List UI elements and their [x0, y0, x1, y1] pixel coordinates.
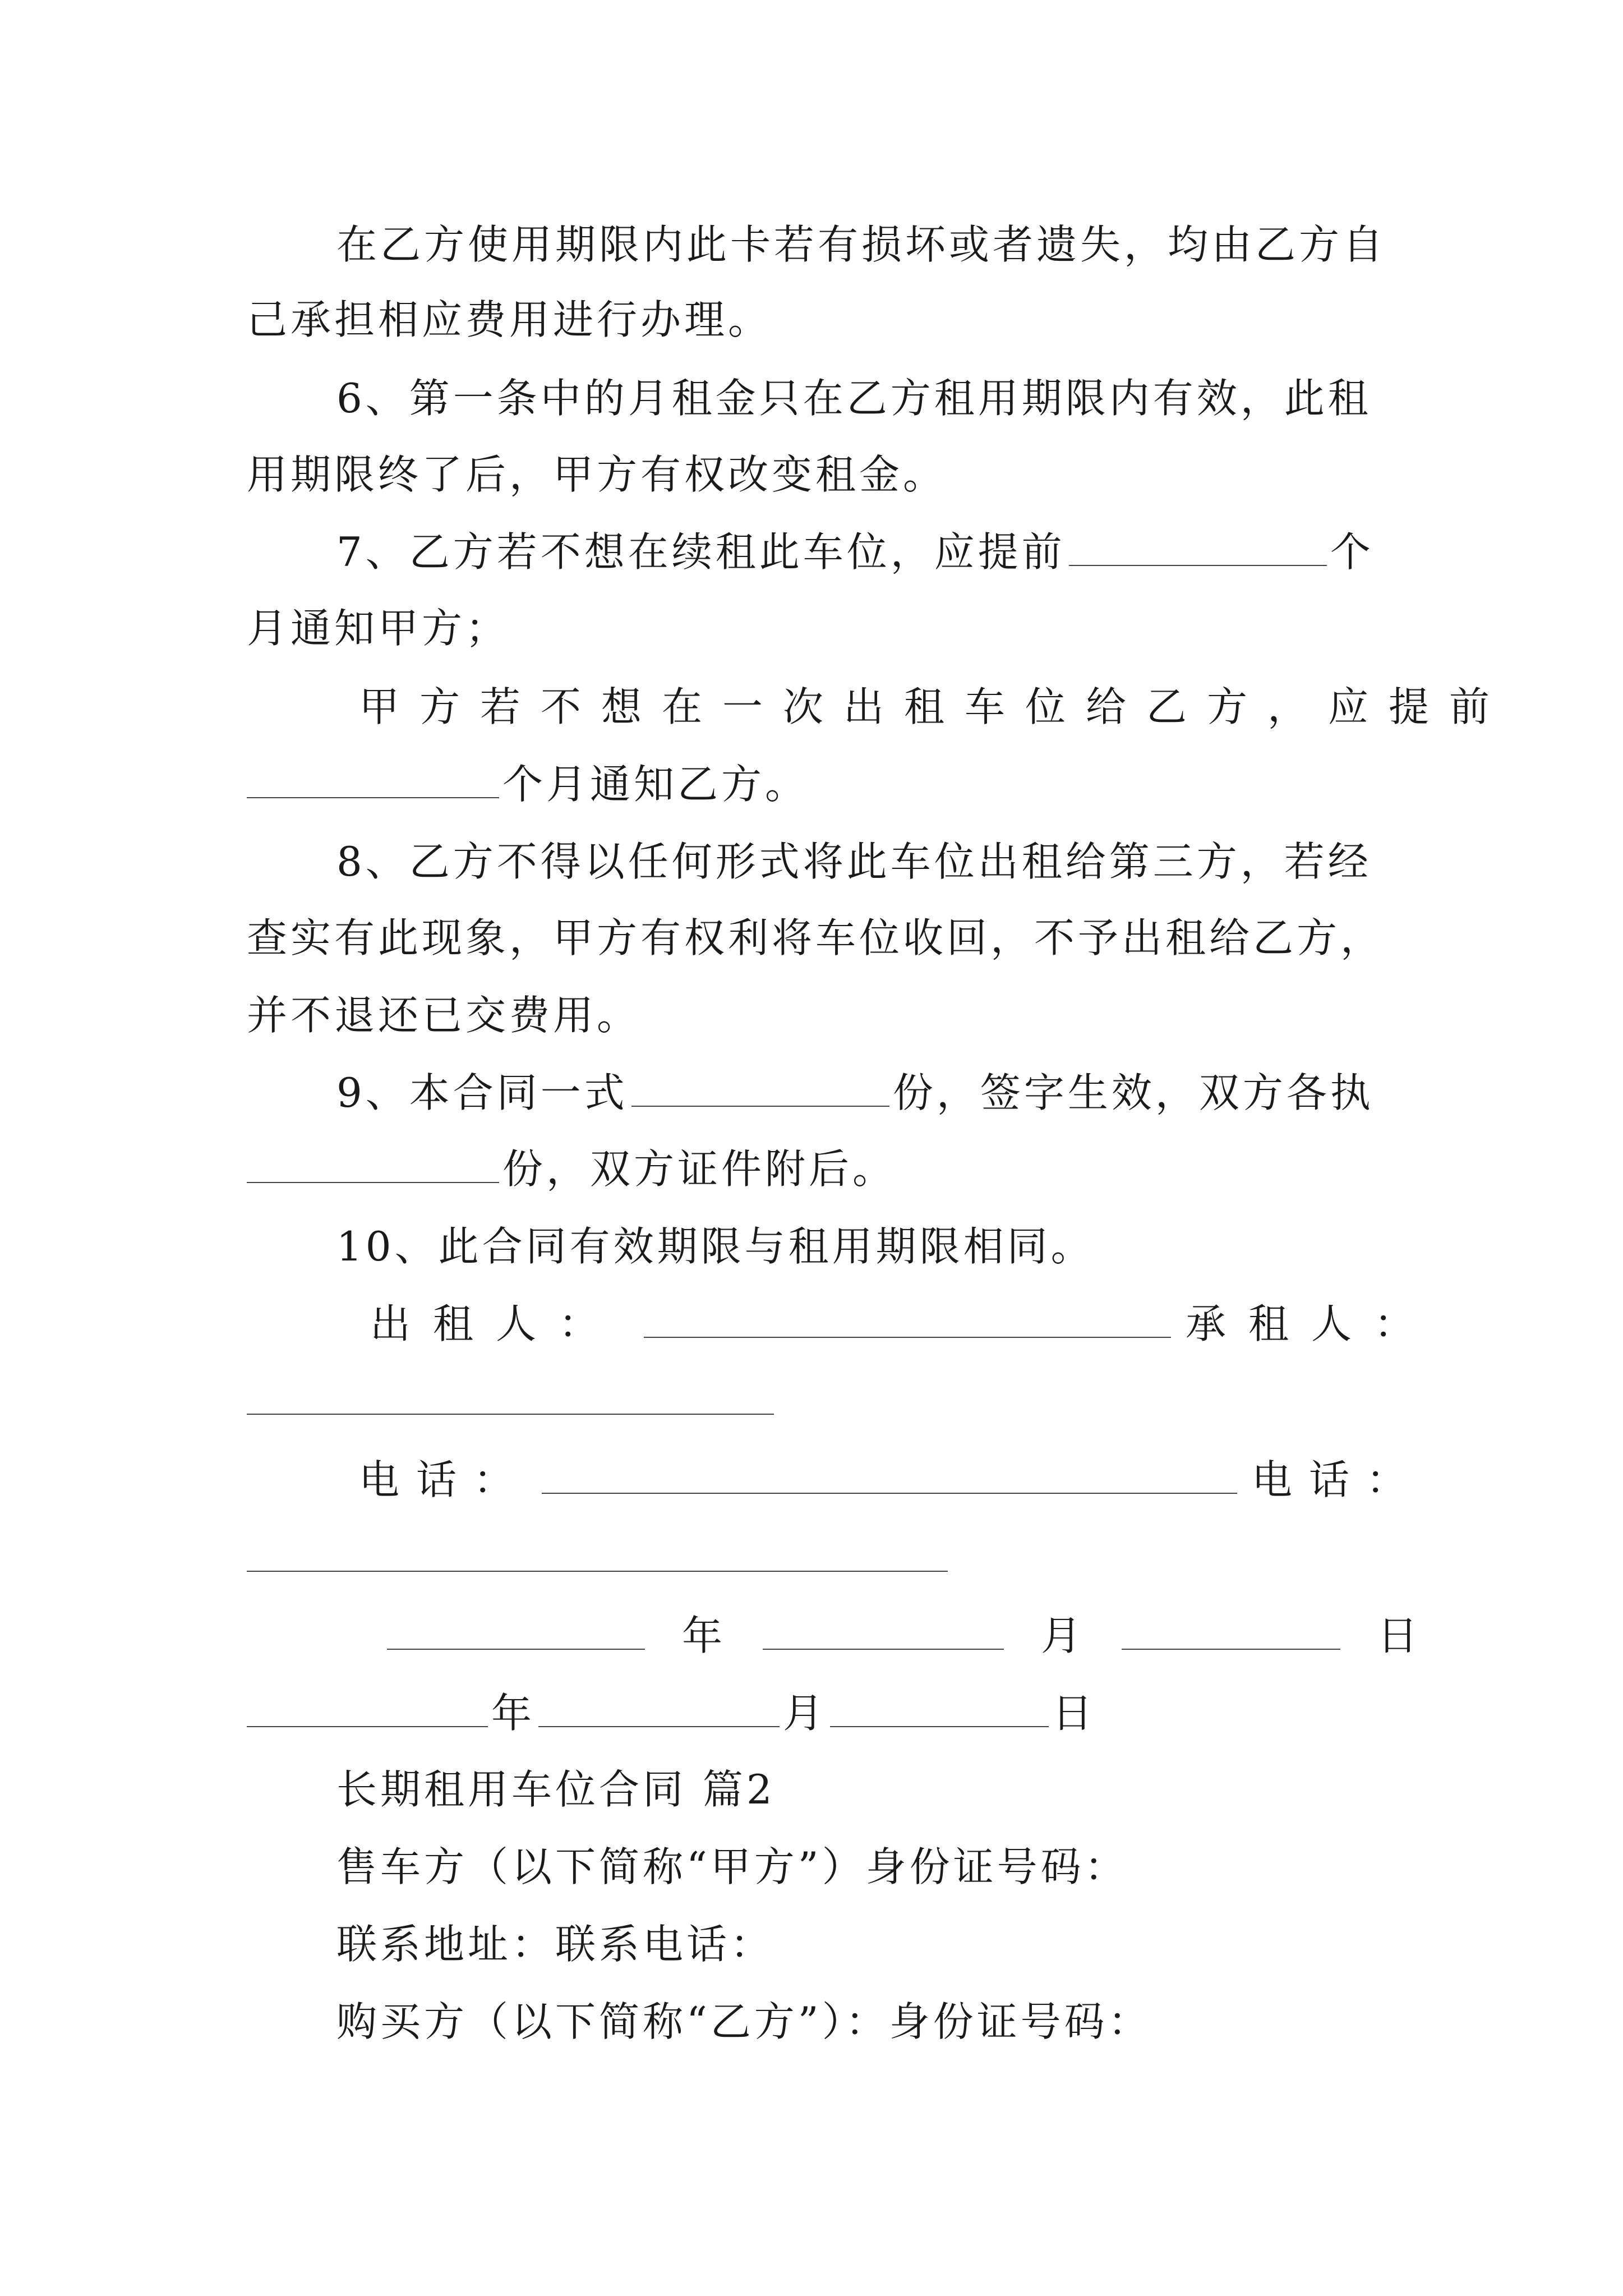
day-label: 日 [1052, 1690, 1096, 1737]
phone-blank-2 [247, 1571, 948, 1572]
blank-field [631, 1066, 889, 1107]
spaced-text: 甲方若不想在一次出租车位给乙方，应提前 [359, 683, 1510, 730]
paragraph-line: 己承担相应费用进行办理。 [247, 296, 772, 343]
blank-field [247, 758, 499, 798]
lessor-label: 出租人： [370, 1300, 622, 1347]
paragraph-line: 8、乙方不得以任何形式将此车位出租给第三方，若经 [336, 838, 1372, 885]
phone-row [359, 1452, 1424, 1508]
paragraph-line: 6、第一条中的月租金只在乙方租用期限内有效，此租 [336, 375, 1372, 422]
phone-label-1: 电话： [359, 1456, 531, 1503]
month-blank [763, 1609, 1004, 1650]
buyer-line: 购买方（以下简称“乙方”）：身份证号码： [336, 1998, 1152, 2045]
day-blank [1122, 1609, 1340, 1650]
lessee-label: 承租人： [1186, 1300, 1437, 1347]
clause-9-second-line [247, 1141, 1391, 1197]
clause-7-second-line [247, 756, 1391, 812]
month-blank [538, 1687, 780, 1727]
seller-line: 售车方（以下简称“甲方”）身份证号码： [336, 1843, 1128, 1890]
year-blank [387, 1609, 645, 1650]
paragraph-line: 月通知甲方； [247, 605, 510, 652]
clause-9-second-text: 份，双方证件附后。 [502, 1145, 897, 1193]
lessee-blank [247, 1414, 774, 1415]
blank-field [1069, 526, 1327, 566]
paragraph-line: 查实有此现象，甲方有权利将车位收回，不予出租给乙方， [247, 914, 1385, 961]
clause-7-text: 7、乙方若不想在续租此车位，应提前 [336, 528, 1066, 576]
paragraph-line: 并不退还已交费用。 [247, 992, 641, 1039]
year-blank [247, 1687, 488, 1727]
clause-7-unit: 个 [1330, 528, 1374, 576]
signature-row [370, 1296, 1437, 1352]
clause-7-line [336, 524, 1391, 580]
year-label: 年 [491, 1690, 536, 1737]
date-row-1 [387, 1608, 1422, 1664]
clause-7-second-text: 个月通知乙方。 [502, 761, 809, 808]
clause-7-party-a-line [359, 679, 1510, 735]
clause-9-text-2: 份，签字生效，双方各执 [892, 1069, 1374, 1116]
month-label: 月 [783, 1690, 827, 1737]
blank-field [247, 1143, 499, 1183]
year-label: 年 [682, 1612, 726, 1659]
day-blank [830, 1687, 1049, 1727]
phone-blank-1 [542, 1453, 1237, 1494]
day-label: 日 [1377, 1612, 1422, 1659]
clause-9-text: 9、本合同一式 [336, 1069, 628, 1116]
contact-line: 联系地址：联系电话： [336, 1921, 774, 1968]
paragraph-line: 用期限终了后，甲方有权改变租金。 [247, 451, 947, 498]
lessor-blank [644, 1297, 1171, 1338]
month-label: 月 [1041, 1612, 1085, 1659]
phone-label-2: 电话： [1252, 1456, 1424, 1503]
paragraph-line: 在乙方使用期限内此卡若有损坏或者遗失，均由乙方自 [336, 221, 1387, 268]
paragraph-line: 10、此合同有效期限与租用期限相同。 [336, 1223, 1095, 1270]
section-title: 长期租用车位合同 篇2 [336, 1766, 776, 1813]
date-row-2 [247, 1685, 1391, 1741]
clause-9-line [336, 1065, 1391, 1121]
